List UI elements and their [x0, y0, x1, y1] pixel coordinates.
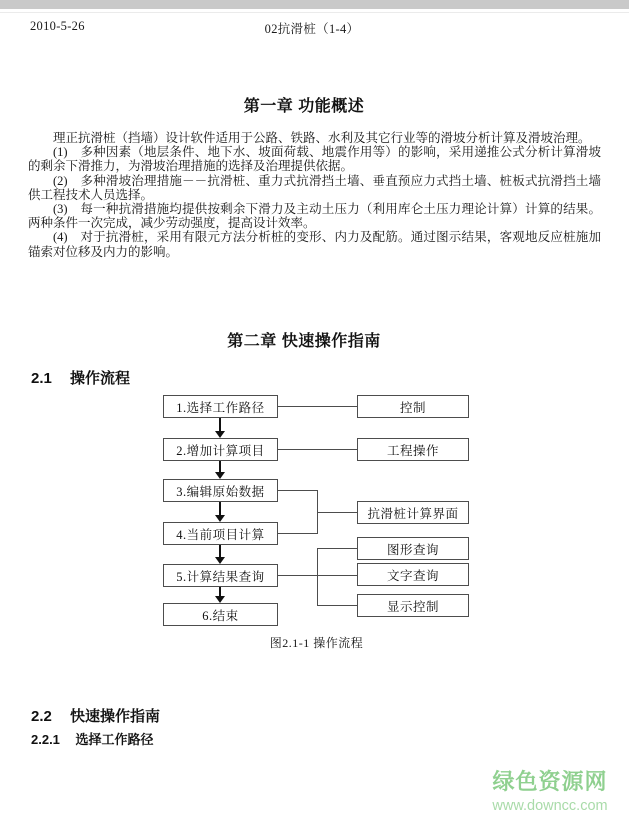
watermark-site-url: www.downcc.com [492, 798, 608, 814]
down-arrow-stem [219, 545, 221, 557]
flow-panel-text-query: 文字查询 [357, 563, 469, 586]
flow-step-result-query: 5.计算结果查询 [163, 564, 278, 587]
down-arrow-stem [219, 418, 221, 431]
connector-line [317, 512, 357, 513]
watermark-site-name: 绿色资源网 [492, 769, 608, 794]
paragraph-item-3: (3) 每一种抗滑措施均提供按剩余下滑力及主动土压力（利用库仑土压力理论计算）计算的结果。两种条件一次完成，减少劳动强度，提高设计效率。 [28, 202, 601, 231]
page-top-edge [0, 12, 629, 13]
flow-step-edit-raw-data: 3.编辑原始数据 [163, 479, 278, 502]
flow-step-select-work-path: 1.选择工作路径 [163, 395, 278, 418]
section-2-2-heading [31, 705, 160, 726]
flow-step-add-calc-project: 2.增加计算项目 [163, 438, 278, 461]
figure-caption: 图2.1-1 操作流程 [269, 636, 364, 650]
chapter1-title: 第一章 功能概述 [243, 98, 365, 115]
down-arrow-icon [215, 557, 225, 564]
connector-line [317, 605, 357, 606]
viewer-top-bar [0, 0, 629, 9]
down-arrow-icon [215, 472, 225, 479]
flow-step-current-project-calc: 4.当前项目计算 [163, 522, 278, 545]
connector-line [317, 548, 318, 606]
paragraph-item-2: (2) 多种滑坡治理措施－－抗滑桩、重力式抗滑挡土墙、垂直预应力式挡土墙、桩板式抗滑挡土墙供工程技术人员选择。 [28, 173, 601, 202]
flow-panel-pile-calc-interface: 抗滑桩计算界面 [357, 501, 469, 524]
down-arrow-icon [215, 596, 225, 603]
flow-panel-control: 控制 [357, 395, 469, 418]
connector-line [278, 449, 357, 450]
connector-line [278, 406, 357, 407]
section-2-2-1-heading [31, 729, 154, 748]
section-2-2-number: 2.2 [31, 708, 52, 725]
section-2-2-1-number: 2.2.1 [31, 732, 60, 747]
paragraph-item-4: (4) 对于抗滑桩，采用有限元方法分析桩的变形、内力及配筋。通过图示结果，客观地反应桩施加锚索对位移及内力的影响。 [28, 230, 601, 259]
down-arrow-stem [219, 502, 221, 515]
down-arrow-stem [219, 587, 221, 596]
header-doc-title: 02抗滑桩（1-4） [264, 22, 360, 36]
connector-line [278, 533, 317, 534]
connector-line [278, 490, 317, 491]
section-2-1-number: 2.1 [31, 370, 52, 387]
site-watermark [480, 765, 620, 814]
chapter1-body [28, 131, 601, 259]
chapter2-title: 第二章 快速操作指南 [227, 333, 381, 350]
paragraph-intro: 理正抗滑桩（挡墙）设计软件适用于公路、铁路、水利及其它行业等的滑坡分析计算及滑坡治理。 [53, 131, 591, 145]
flow-step-end: 6.结束 [163, 603, 278, 626]
flow-panel-project-operation: 工程操作 [357, 438, 469, 461]
flow-panel-display-control: 显示控制 [357, 594, 469, 617]
flow-panel-graphic-query: 图形查询 [357, 537, 469, 560]
down-arrow-icon [215, 515, 225, 522]
header-date: 2010-5-26 [30, 19, 85, 33]
section-2-2-title: 快速操作指南 [70, 708, 161, 725]
down-arrow-icon [215, 431, 225, 438]
section-2-1-heading [31, 367, 130, 388]
connector-line [317, 548, 357, 549]
paragraph-item-1: (1) 多种因素（地层条件、地下水、坡面荷载、地震作用等）的影响，采用递推公式分析计算滑坡的剩余下滑推力，为滑坡治理措施的选择及治理提供依据。 [28, 145, 601, 174]
section-2-1-title: 操作流程 [70, 370, 131, 387]
section-2-2-1-title: 选择工作路径 [75, 732, 154, 747]
